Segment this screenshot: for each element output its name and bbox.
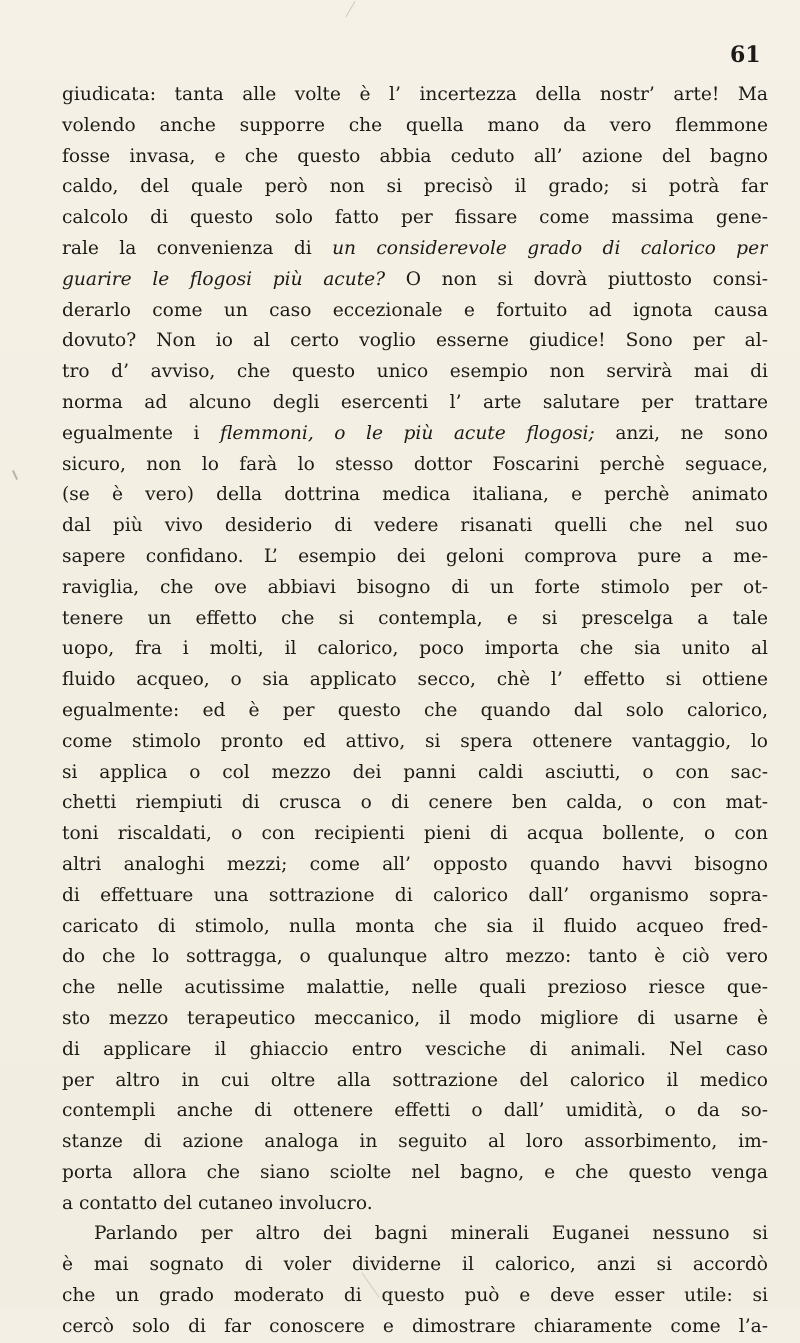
text-line: dal più vivo desiderio di vedere risanati quelli che nel suo [62, 515, 768, 537]
text-line [62, 419, 768, 450]
text-line [62, 265, 768, 296]
text-line: norma ad alcuno degli esercenti l’ arte salutare per trattare [62, 391, 768, 413]
text-run: egualmente i [62, 422, 200, 444]
text-run: O non si dovrà piuttosto consi- [405, 268, 768, 290]
text-line: stanze di azione analoga in seguito al loro assorbimento, im- [62, 1131, 768, 1153]
italic-run: un considerevole grado di calorico per [332, 237, 768, 259]
paper-crease [346, 1, 356, 17]
text-line: volendo anche supporre che quella mano da vero flemmone [62, 114, 768, 136]
text-line: giudicata: tanta alle volte è l’ incertezza della nostr’ arte! Ma [62, 84, 768, 105]
text-line: uopo, fra i molti, il calorico, poco importa che sia unito al [62, 638, 768, 660]
page-number: 61 [730, 42, 761, 68]
text-line: è mai sognato di voler dividerne il calorico, anzi si accordò [62, 1254, 768, 1276]
text-line: cercò solo di far conoscere e dimostrare chiaramente come l’a- [62, 1315, 768, 1337]
text-line: caldo, del quale però non si precisò il grado; si potrà far [62, 176, 768, 198]
text-line: a contatto del cutaneo involucro. [62, 1192, 373, 1214]
text-line: do che lo sottragga, o qualunque altro mezzo: tanto è ciò vero [62, 946, 768, 968]
text-line: altri analoghi mezzi; come all’ opposto quando havvi bisogno [62, 853, 768, 875]
text-line: tro d’ avviso, che questo unico esempio non servirà mai di [62, 361, 768, 383]
text-line: (se è vero) della dottrina medica italiana, e perchè animato [62, 484, 768, 506]
text-line: derarlo come un caso eccezionale e fortuito ad ignota causa [62, 299, 768, 321]
text-line: fluido acqueo, o sia applicato secco, chè l’ effetto si ottiene [62, 669, 768, 691]
text-line: come stimolo pronto ed attivo, si spera ottenere vantaggio, lo [62, 730, 768, 752]
text-line: che un grado moderato di questo può e deve esser utile: si [62, 1285, 768, 1307]
text-line: fosse invasa, e che questo abbia ceduto all’ azione del bagno [62, 145, 768, 167]
text-line: per altro in cui oltre alla sottrazione del calorico il medico [62, 1069, 768, 1091]
text-line: dovuto? Non io al certo voglio esserne giudice! Sono per al- [62, 330, 768, 352]
text-line: contempli anche di ottenere effetti o dall’ umidità, o da so- [62, 1100, 768, 1122]
scan-mark [12, 470, 18, 480]
text-line: sicuro, non lo farà lo stesso dottor Foscarini perchè seguace, [62, 453, 768, 475]
text-line: raviglia, che ove abbiavi bisogno di un forte stimolo per ot- [62, 576, 768, 598]
text-line: tenere un effetto che si contempla, e si prescelga a tale [62, 607, 768, 629]
italic-run: guarire le flogosi più acute? [62, 268, 386, 290]
text-run: rale la convenienza di [62, 237, 312, 259]
text-line: di applicare il ghiaccio entro vesciche di animali. Nel caso [62, 1038, 768, 1060]
text-line: toni riscaldati, o con recipienti pieni di acqua bollente, o con [62, 823, 768, 845]
text-line: si applica o col mezzo dei panni caldi asciutti, o con sac- [62, 761, 768, 783]
text-line: sto mezzo terapeutico meccanico, il modo migliore di usarne è [62, 1007, 768, 1029]
text-line: porta allora che siano sciolte nel bagno, e che questo venga [62, 1161, 768, 1183]
text-line: calcolo di questo solo fatto per fissare come massima gene- [62, 207, 768, 229]
text-line: caricato di stimolo, nulla monta che sia il fluido acqueo fred- [62, 915, 768, 937]
text-line: di effettuare una sottrazione di calorico dall’ organismo sopra- [62, 884, 768, 906]
body-text [62, 80, 768, 1343]
text-line: chetti riempiuti di crusca o di cenere ben calda, o con mat- [62, 792, 768, 814]
italic-run: flemmoni, o le più acute flogosi; [220, 422, 595, 444]
text-run: anzi, ne sono [615, 422, 768, 444]
text-line: che nelle acutissime malattie, nelle quali prezioso riesce que- [62, 977, 768, 999]
text-line: sapere confidano. L’ esempio dei geloni comprova pure a me- [62, 545, 768, 567]
text-line: Parlando per altro dei bagni minerali Euganei nessuno si [94, 1223, 768, 1245]
text-line [62, 234, 768, 265]
text-line: egualmente: ed è per questo che quando dal solo calorico, [62, 699, 768, 721]
